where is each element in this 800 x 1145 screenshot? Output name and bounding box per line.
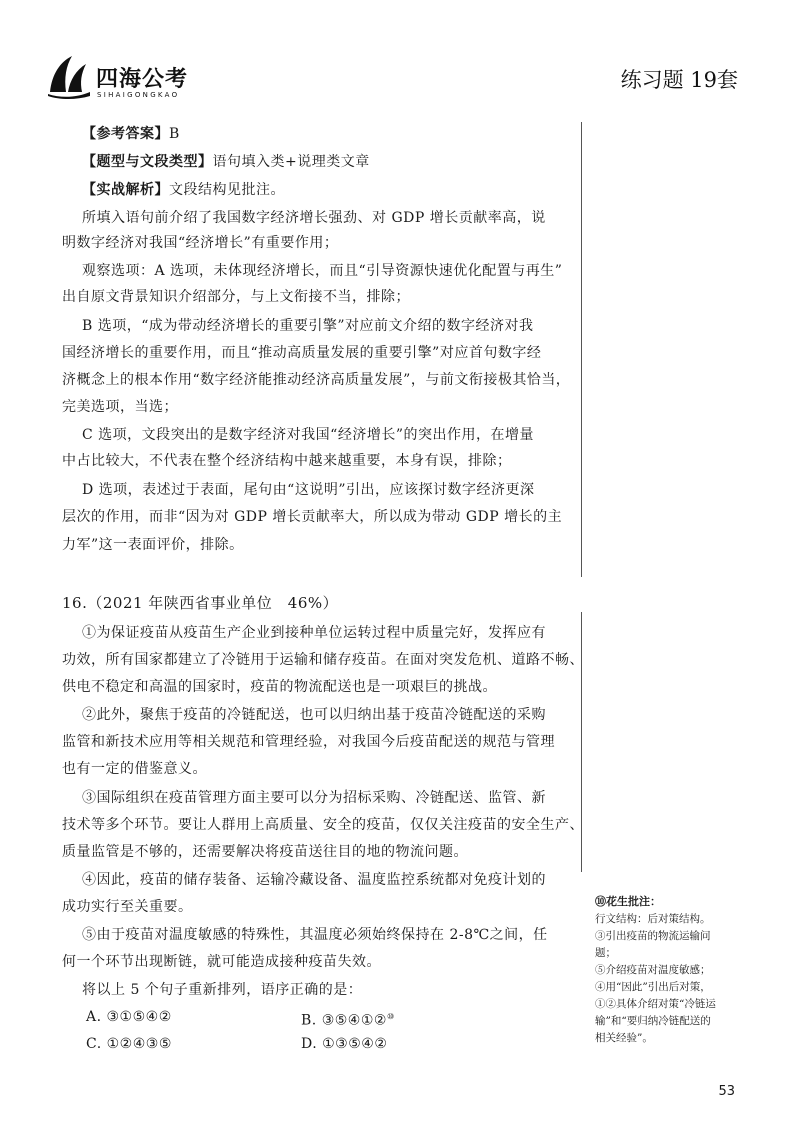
side-annotation-line: ⑤介绍疫苗对温度敏感； [595,964,711,976]
sentence-line: ②此外，聚焦于疫苗的冷链配送，也可以归纳出基于疫苗冷链配送的采购 [82,707,546,723]
option-c[interactable]: C. ①②④③⑤ [86,1036,172,1052]
side-annotation-title: ⑩花生批注： [595,895,661,908]
sentence-line: 供电不稳定和高温的国家时，疫苗的物流配送也是一项艰巨的挑战。 [62,679,497,695]
reference-answer-label: 【参考答案】 [82,126,169,142]
question-type [82,152,370,172]
reference-answer [82,124,180,144]
sentence-line: 成功实行至关重要。 [62,899,193,915]
logo-subtitle: SIHAIGONGKAO [97,91,180,99]
sentence-line: ⑤由于疫苗对温度敏感的特殊性，其温度必须始终保持在 2-8℃之间，任 [82,927,548,943]
option-b[interactable] [301,1007,395,1031]
side-annotation-line: 输”和“要归纳冷链配送的 [595,1015,711,1027]
sentence-line: ①为保证疫苗从疫苗生产企业到接种单位运转过程中质量完好，发挥应有 [82,625,546,641]
sentence-line: 何一个环节出现断链，就可能造成接种疫苗失效。 [62,954,381,970]
analysis-line: 国经济增长的重要作用，而且“推动高质量发展的重要引擎”对应首句数字经 [62,345,542,361]
analysis-line: 层次的作用，而非“因为对 GDP 增长贡献率大，所以成为带动 GDP 增长的主 [62,509,563,525]
analysis-value: 文段结构见批注。 [169,182,285,198]
annotation-marker: ⑩ [386,1012,395,1021]
side-annotation-line: ③引出疫苗的物流运输问 [595,930,711,942]
analysis [82,180,285,200]
analysis-line: B 选项，“成为带动经济增长的重要引擎”对应前文介绍的数字经济对我 [82,318,534,334]
analysis-label: 【实战解析】 [82,182,169,198]
sentence-line: 监管和新技术应用等相关规范和管理经验，对我国今后疫苗配送的规范与管理 [62,734,555,750]
page-number: 53 [718,1084,735,1099]
practice-set-title: 练习题 19套 [620,68,738,92]
question-prompt: 将以上 5 个句子重新排列，语序正确的是： [82,982,363,998]
logo-name: 四海公考 [96,67,189,92]
margin-rule [581,122,582,577]
question-type-value: 语句填入类+说理类文章 [212,154,370,170]
analysis-line: 中占比较大，不代表在整个经济结构中越来越重要，本身有误，排除； [62,453,512,469]
side-annotation-line: ④用“因此”引出后对策， [595,981,711,993]
sentence-line: 也有一定的借鉴意义。 [62,761,207,777]
analysis-line: 完美选项，当选； [62,399,178,415]
analysis-line: 观察选项：A 选项，未体现经济增长，而且“引导资源快速优化配置与再生” [82,263,563,279]
analysis-line: 明数字经济对我国“经济增长”有重要作用； [62,235,339,251]
analysis-line: 出自原文背景知识介绍部分，与上文衔接不当，排除； [62,289,410,305]
analysis-line: 力军”这一表面评价，排除。 [62,537,244,553]
side-annotation-line: 行文结构：后对策结构。 [595,913,711,925]
sentence-line: 功效，所有国家都建立了冷链用于运输和储存疫苗。在面对突发危机、道路不畅、 [62,652,584,668]
option-a[interactable]: A. ③①⑤④② [86,1009,172,1025]
side-annotation-line: ①②具体介绍对策“冷链运 [595,998,716,1010]
analysis-line: 所填入语句前介绍了我国数字经济增长强劲、对 GDP 增长贡献率高，说 [82,210,546,226]
analysis-line: 济概念上的根本作用“数字经济能推动经济高质量发展”，与前文衔接极其恰当， [62,372,571,388]
sentence-line: 技术等多个环节。要让人群用上高质量、安全的疫苗，仅仅关注疫苗的安全生产、 [62,817,584,833]
analysis-line: C 选项，文段突出的是数字经济对我国“经济增长”的突出作用，在增量 [82,427,534,443]
question-heading: 16.（2021 年陕西省事业单位 46%） [62,594,339,612]
option-d[interactable]: D. ①③⑤④② [301,1036,388,1052]
analysis-line: D 选项，表述过于表面，尾句由“这说明”引出，应该探讨数字经济更深 [82,482,535,498]
option-b-label: B. ③⑤④①② [301,1012,387,1029]
sentence-line: ④因此，疫苗的储存装备、运输冷藏设备、温度监控系统都对免疫计划的 [82,872,546,888]
reference-answer-value: B [169,126,180,142]
side-annotation-line: 题； [595,947,616,959]
sentence-line: ③国际组织在疫苗管理方面主要可以分为招标采购、冷链配送、监管、新 [82,790,546,806]
sentence-line: 质量监管是不够的，还需要解决将疫苗送往目的地的物流问题。 [62,844,468,860]
side-annotation-line: 相关经验”。 [595,1032,653,1044]
question-type-label: 【题型与文段类型】 [82,154,213,170]
